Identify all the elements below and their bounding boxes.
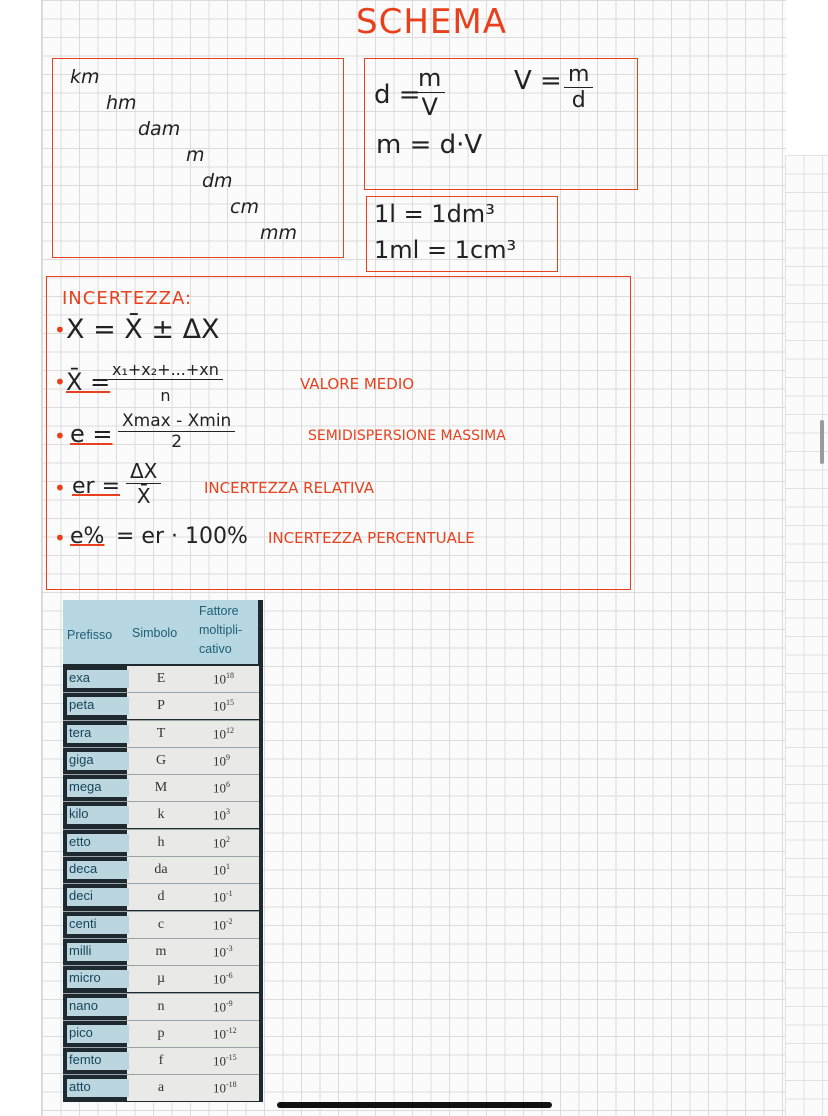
prefix-factor bbox=[213, 999, 255, 1015]
factor-exponent: -6 bbox=[226, 971, 233, 981]
prefix-symbol: k bbox=[157, 807, 165, 823]
next-page-edge bbox=[785, 155, 828, 1116]
table-row bbox=[63, 994, 259, 1021]
formula-er-den: X̄ bbox=[136, 484, 151, 508]
formula-e-num: Xmax - Xmin bbox=[118, 411, 235, 432]
prefix-factor bbox=[213, 726, 255, 742]
prefix-symbol: f bbox=[158, 1053, 164, 1069]
prefix-name: giga bbox=[67, 752, 129, 770]
prefix-symbol: da bbox=[154, 862, 168, 878]
prefix-factor bbox=[213, 944, 255, 960]
factor-base: 10 bbox=[213, 807, 226, 823]
table-row bbox=[63, 912, 259, 939]
formula-er-lhs: er = bbox=[72, 474, 121, 499]
factor-exponent: 15 bbox=[226, 698, 234, 708]
density-eq2-den: d bbox=[571, 88, 586, 113]
density-eq2-num: m bbox=[564, 62, 593, 88]
density-eq1-den: V bbox=[421, 93, 438, 121]
factor-exponent: 18 bbox=[226, 671, 234, 680]
prefix-name: pico bbox=[67, 1025, 129, 1043]
factor-base: 10 bbox=[213, 889, 226, 905]
page-title: SCHEMA bbox=[356, 2, 507, 42]
factor-exponent: -18 bbox=[226, 1080, 237, 1090]
table-row bbox=[63, 802, 259, 829]
factor-base: 10 bbox=[213, 1026, 226, 1042]
header-prefisso: Prefisso bbox=[67, 628, 113, 642]
density-eq3: m = d·V bbox=[376, 130, 483, 160]
density-eq2-fraction bbox=[564, 62, 593, 113]
bullet-4: • bbox=[54, 476, 66, 500]
header-fattore-1: Fattore bbox=[199, 604, 239, 618]
density-box bbox=[364, 58, 638, 190]
table-row bbox=[63, 666, 259, 693]
factor-base: 10 bbox=[213, 780, 226, 796]
label-valore-medio: VALORE MEDIO bbox=[300, 375, 415, 393]
prefix-factor bbox=[213, 1080, 255, 1096]
formula-xbar-lhs: X̄ = bbox=[66, 368, 111, 396]
factor-base: 10 bbox=[213, 1080, 226, 1096]
formula-xbar-num: x₁+x₂+...+xn bbox=[108, 360, 223, 380]
si-prefix-table-photo bbox=[63, 600, 263, 1102]
label-incertezza-relativa: INCERTEZZA RELATIVA bbox=[204, 479, 374, 497]
table-header bbox=[63, 600, 258, 664]
factor-base: 10 bbox=[213, 753, 226, 769]
prefix-symbol: M bbox=[154, 780, 168, 796]
factor-base: 10 bbox=[213, 725, 226, 741]
home-indicator[interactable] bbox=[277, 1102, 552, 1108]
bullet-1: • bbox=[54, 318, 66, 342]
unit-km: km bbox=[70, 66, 100, 88]
prefix-name: centi bbox=[67, 916, 129, 934]
factor-exponent: 1 bbox=[226, 862, 230, 872]
table-row bbox=[63, 1021, 259, 1048]
header-fattore-3: cativo bbox=[199, 642, 232, 656]
unit-hm: hm bbox=[106, 92, 137, 114]
unit-dm: dm bbox=[202, 170, 233, 192]
factor-exponent: 3 bbox=[226, 807, 230, 817]
factor-exponent: 12 bbox=[226, 725, 234, 735]
prefix-name: mega bbox=[67, 779, 129, 797]
prefix-name: deci bbox=[67, 888, 129, 906]
prefix-factor bbox=[213, 780, 255, 796]
unit-m: m bbox=[186, 144, 205, 166]
factor-exponent: 2 bbox=[226, 834, 230, 844]
factor-base: 10 bbox=[213, 835, 226, 851]
prefix-name: milli bbox=[67, 943, 129, 961]
bullet-3: • bbox=[54, 424, 66, 448]
formula-epercent-rhs: = er · 100% bbox=[116, 524, 248, 549]
prefix-symbol: c bbox=[157, 916, 165, 932]
header-simbolo: Simbolo bbox=[132, 626, 178, 640]
density-eq1-lhs: d = bbox=[374, 80, 421, 110]
prefix-factor bbox=[213, 971, 255, 987]
prefix-symbol: E bbox=[156, 671, 166, 686]
prefix-factor bbox=[213, 917, 255, 933]
prefix-factor bbox=[213, 889, 255, 905]
header-fattore-2: moltipli- bbox=[199, 623, 243, 637]
formula-xbar-fraction bbox=[108, 360, 223, 405]
bullet-2: • bbox=[54, 370, 66, 394]
label-semidispersione: SEMIDISPERSIONE MASSIMA bbox=[308, 428, 506, 444]
formula-epercent-lhs: e% bbox=[70, 524, 105, 549]
factor-base: 10 bbox=[213, 917, 226, 932]
prefix-name: peta bbox=[67, 697, 129, 715]
formula-er-fraction bbox=[126, 459, 161, 508]
factor-base: 10 bbox=[213, 671, 226, 687]
formula-e-den: 2 bbox=[171, 432, 183, 452]
density-eq2-lhs: V = bbox=[514, 66, 562, 96]
table-body bbox=[63, 666, 259, 1102]
density-eq1-num: m bbox=[414, 64, 445, 93]
factor-exponent: -9 bbox=[226, 998, 233, 1008]
factor-base: 10 bbox=[213, 944, 226, 960]
unit-dam: dam bbox=[138, 118, 181, 140]
scroll-indicator[interactable] bbox=[820, 420, 824, 464]
prefix-symbol: P bbox=[157, 698, 165, 714]
uncertainty-heading: INCERTEZZA: bbox=[62, 288, 193, 309]
table-row bbox=[63, 775, 259, 802]
prefix-symbol: T bbox=[156, 725, 166, 741]
table-row bbox=[63, 693, 259, 720]
prefix-factor bbox=[213, 807, 255, 823]
table-row bbox=[63, 1075, 259, 1102]
factor-base: 10 bbox=[213, 1053, 226, 1069]
formula-e-lhs: e = bbox=[70, 420, 113, 448]
formula-er-num: ΔX bbox=[126, 459, 161, 484]
label-incertezza-percentuale: INCERTEZZA PERCENTUALE bbox=[268, 529, 475, 547]
prefix-symbol: a bbox=[157, 1080, 165, 1096]
volume-line2: 1ml = 1cm³ bbox=[374, 236, 517, 264]
factor-exponent: -12 bbox=[226, 1025, 237, 1035]
factor-base: 10 bbox=[213, 971, 226, 987]
bullet-5: • bbox=[54, 526, 66, 550]
prefix-symbol: n bbox=[157, 998, 165, 1014]
prefix-name: femto bbox=[67, 1052, 129, 1070]
table-row bbox=[63, 857, 259, 884]
prefix-symbol: d bbox=[157, 889, 165, 905]
factor-exponent: -15 bbox=[226, 1053, 237, 1063]
factor-base: 10 bbox=[213, 862, 226, 878]
prefix-name: kilo bbox=[67, 806, 129, 824]
prefix-name: micro bbox=[67, 970, 129, 988]
prefix-factor bbox=[213, 835, 255, 851]
factor-exponent: 9 bbox=[226, 752, 230, 762]
table-row bbox=[63, 1048, 259, 1075]
table-row bbox=[63, 721, 259, 748]
prefix-symbol: µ bbox=[156, 971, 166, 987]
formula-mean-value: X = X̄ ± ΔX bbox=[66, 314, 220, 345]
factor-exponent: -2 bbox=[226, 916, 233, 926]
density-eq1-fraction bbox=[414, 64, 445, 121]
volume-line1: 1l = 1dm³ bbox=[374, 200, 495, 228]
table-row bbox=[63, 966, 259, 993]
prefix-symbol: p bbox=[157, 1025, 165, 1041]
factor-exponent: -3 bbox=[226, 943, 233, 953]
table-row bbox=[63, 830, 259, 857]
prefix-symbol: G bbox=[155, 752, 167, 768]
unit-cm: cm bbox=[230, 196, 259, 218]
factor-base: 10 bbox=[213, 998, 226, 1014]
prefix-name: etto bbox=[67, 834, 129, 852]
factor-exponent: -1 bbox=[226, 889, 233, 899]
table-row bbox=[63, 884, 259, 911]
factor-exponent: 6 bbox=[226, 780, 230, 790]
unit-mm: mm bbox=[260, 222, 298, 244]
prefix-name: exa bbox=[67, 670, 129, 688]
prefix-name: nano bbox=[67, 998, 129, 1016]
prefix-factor bbox=[213, 698, 255, 714]
table-row bbox=[63, 939, 259, 966]
prefix-factor bbox=[213, 862, 255, 878]
prefix-symbol: m bbox=[155, 943, 167, 959]
formula-e-fraction bbox=[118, 411, 235, 452]
factor-base: 10 bbox=[213, 698, 226, 714]
prefix-name: deca bbox=[67, 861, 129, 879]
formula-xbar-den: n bbox=[160, 386, 171, 405]
prefix-factor bbox=[213, 671, 255, 687]
prefix-symbol: h bbox=[157, 834, 165, 850]
table-row bbox=[63, 748, 259, 775]
prefix-name: atto bbox=[67, 1079, 129, 1097]
prefix-factor bbox=[213, 1026, 255, 1042]
prefix-factor bbox=[213, 1053, 255, 1069]
prefix-name: tera bbox=[67, 725, 129, 743]
prefix-factor bbox=[213, 753, 255, 769]
